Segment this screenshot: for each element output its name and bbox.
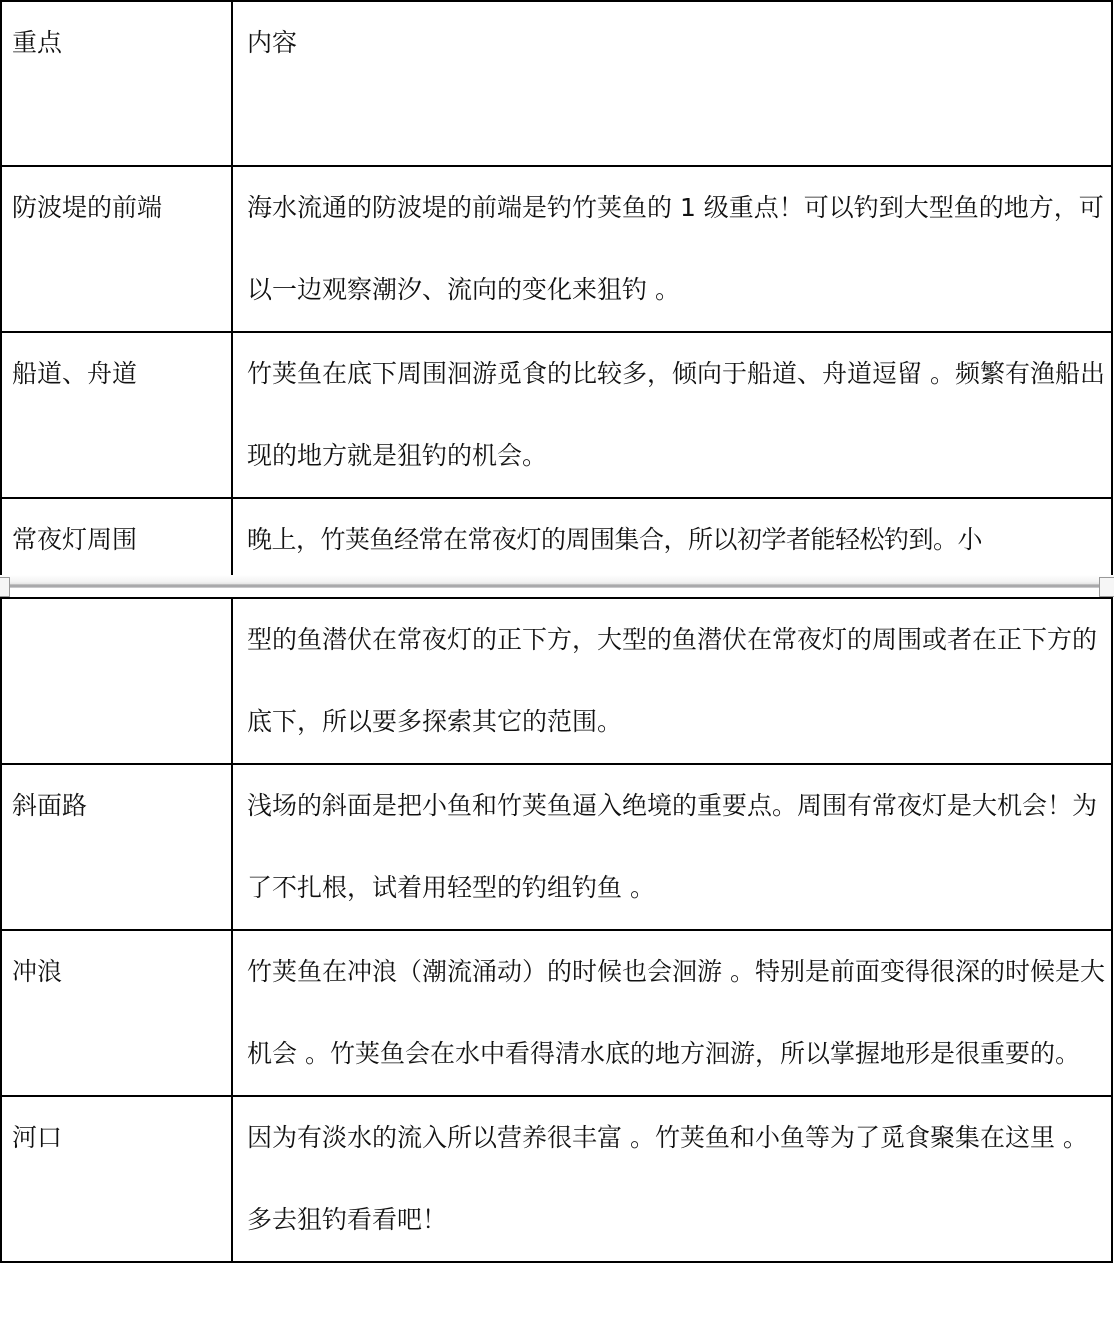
row-point: 斜面路	[1, 764, 232, 930]
row-content: 竹荚鱼在冲浪（潮流涌动）的时候也会洄游 。特别是前面变得很深的时候是大机会 。竹荚鱼会在水中看得清水底的地方洄游，所以掌握地形是很重要的。	[232, 930, 1112, 1096]
table-page-1	[0, 0, 1113, 583]
row-point: 防波堤的前端	[1, 166, 232, 332]
row-content: 晚上，竹荚鱼经常在常夜灯的周围集合，所以初学者能轻松钓到。小	[232, 498, 1112, 582]
table-header-row	[1, 1, 1112, 166]
page-break-separator	[0, 575, 1114, 597]
page-break-right-marker	[1099, 577, 1114, 597]
row-content: 浅场的斜面是把小鱼和竹荚鱼逼入绝境的重要点。周围有常夜灯是大机会！为了不扎根，试着用轻型的钓组钓鱼 。	[232, 764, 1112, 930]
table-row	[1, 1096, 1112, 1262]
table-row	[1, 166, 1112, 332]
table-page-2	[0, 597, 1113, 1263]
table-row	[1, 764, 1112, 930]
table-row	[1, 930, 1112, 1096]
row-content: 海水流通的防波堤的前端是钓竹荚鱼的 1 级重点！可以钓到大型鱼的地方，可以一边观察潮汐、流向的变化来狙钓 。	[232, 166, 1112, 332]
header-content: 内容	[232, 1, 1112, 166]
table-row	[1, 332, 1112, 498]
row-content: 型的鱼潜伏在常夜灯的正下方，大型的鱼潜伏在常夜灯的周围或者在正下方的底下，所以要多探索其它的范围。	[232, 598, 1112, 764]
page-break-left-marker	[0, 577, 10, 597]
table-row	[1, 498, 1112, 582]
row-content: 竹荚鱼在底下周围洄游觅食的比较多，倾向于船道、舟道逗留 。频繁有渔船出现的地方就是狙钓的机会。	[232, 332, 1112, 498]
row-content: 因为有淡水的流入所以营养很丰富 。竹荚鱼和小鱼等为了觅食聚集在这里 。多去狙钓看看吧！	[232, 1096, 1112, 1262]
row-point: 常夜灯周围	[1, 498, 232, 582]
row-point	[1, 598, 232, 764]
row-point: 河口	[1, 1096, 232, 1262]
row-point: 冲浪	[1, 930, 232, 1096]
row-point: 船道、舟道	[1, 332, 232, 498]
table-row	[1, 598, 1112, 764]
header-point: 重点	[1, 1, 232, 166]
